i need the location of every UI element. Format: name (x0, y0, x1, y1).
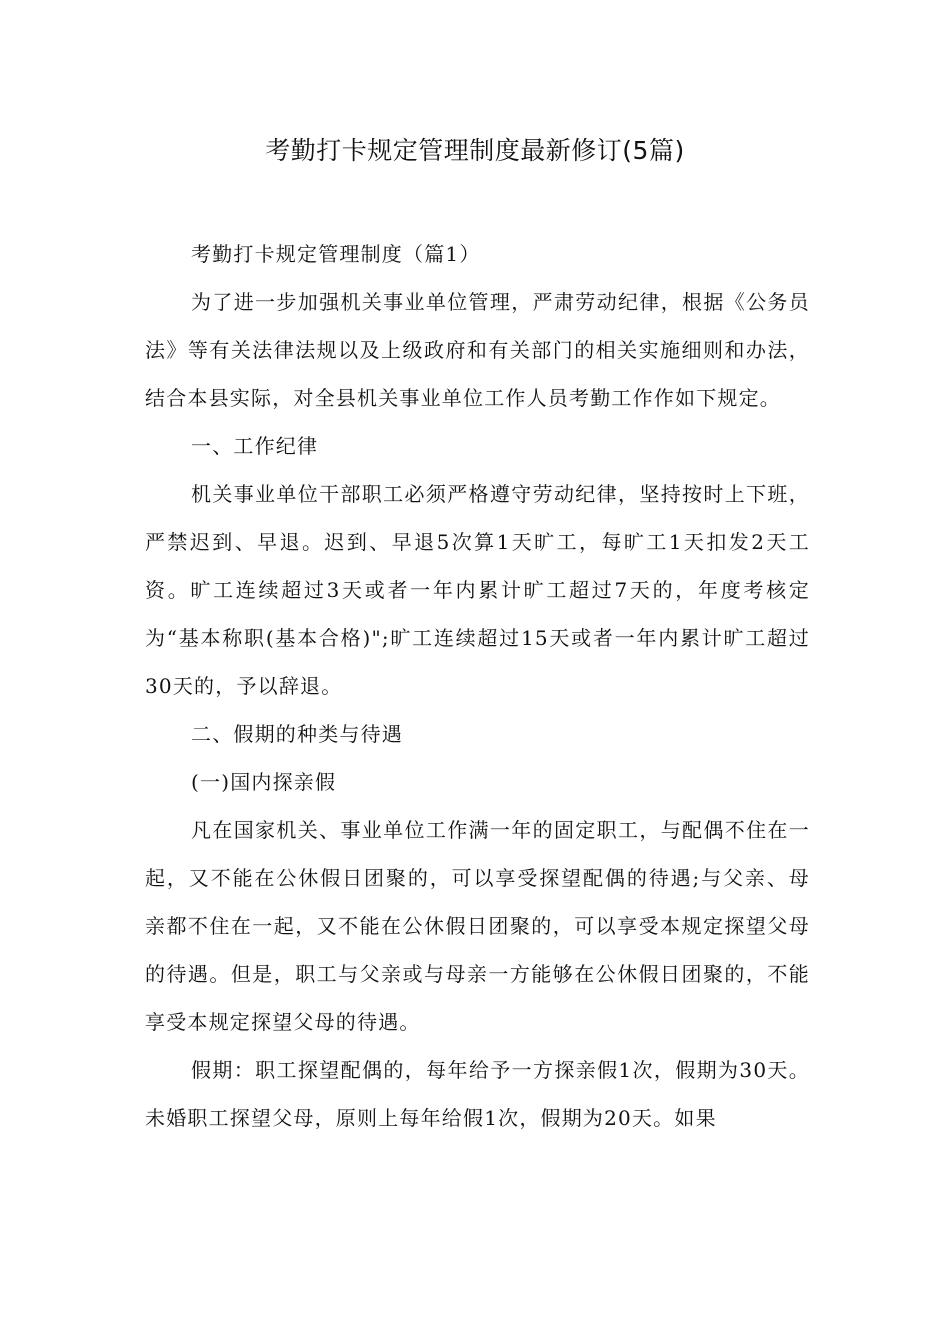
document-title: 考勤打卡规定管理制度最新修订(5篇) (265, 136, 685, 165)
paragraph: 为了进一步加强机关事业单位管理，严肃劳动纪律，根据《公务员法》等有关法律法规以及上级政府和有关部门的相关实施细则和办法，结合本县实际，对全县机关事业单位工作人员考勤工作作如下规定。 (145, 290, 810, 410)
subsection-heading: (一)国内探亲假 (191, 770, 337, 794)
paragraph: 凡在国家机关、事业单位工作满一年的固定职工，与配偶不住在一起，又不能在公休假日团聚的，可以享受探望配偶的待遇;与父亲、母亲都不住在一起，又不能在公休假日团聚的，可以享受本规定探望父母的待遇。但是，职工与父亲或与母亲一方能够在公休假日团聚的，不能享受本规定探望父母的待遇。 (145, 818, 810, 1034)
section-heading: 一、工作纪律 (191, 434, 319, 458)
paragraph: 假期：职工探望配偶的，每年给予一方探亲假1次，假期为30天。未婚职工探望父母，原则上每年给假1次，假期为20天。如果 (145, 1058, 810, 1130)
document-body (145, 230, 810, 1142)
paragraph: 机关事业单位干部职工必须严格遵守劳动纪律，坚持按时上下班，严禁迟到、早退。迟到、早退5次算1天旷工，每旷工1天扣发2天工资。旷工连续超过3天或者一年内累计旷工超过7天的，年度考核定为“基本称职(基本合格)";旷工连续超过15天或者一年内累计旷工超过30天的，予以辞退。 (145, 482, 810, 698)
section-heading: 二、假期的种类与待遇 (191, 722, 403, 746)
section-heading: 考勤打卡规定管理制度（篇1） (191, 242, 481, 266)
